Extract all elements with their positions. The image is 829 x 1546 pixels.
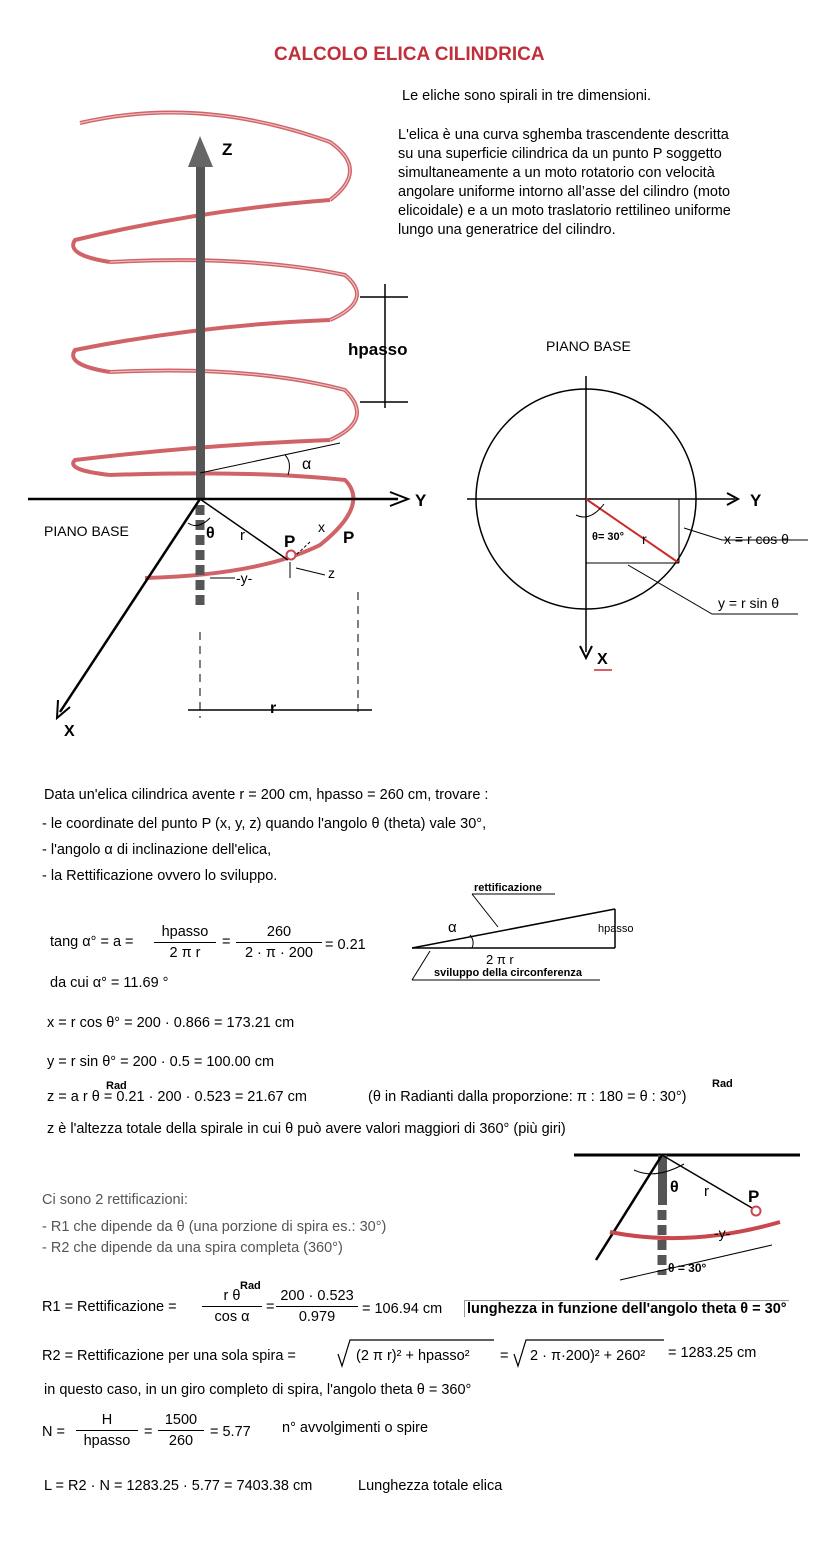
y-coordinate: y = r sin θ° = 200 · 0.5 = 100.00 cm [47, 1054, 275, 1070]
r2-radicand-1: (2 π r)² + hpasso² [356, 1348, 470, 1364]
x-axis-arrow [57, 700, 70, 718]
r2-label: R2 = Rettificazione per una sola spira = [42, 1348, 296, 1364]
problem-item-1: - le coordinate del punto P (x, y, z) quando l'angolo θ (theta) vale 30°, [42, 816, 487, 832]
y-dist-label: -y- [236, 570, 253, 586]
z-coordinate: z = a r θ = 0.21 · 200 · 0.523 = 21.67 cm [47, 1089, 307, 1105]
n-result: = 5.77 [210, 1424, 251, 1440]
y-formula: y = r sin θ [718, 595, 780, 611]
base-x-label: X [597, 651, 608, 668]
n-description: n° avvolgimenti o spire [282, 1420, 429, 1436]
x-coordinate: x = r cos θ° = 200 · 0.866 = 173.21 cm [47, 1015, 295, 1031]
svg-text:θ: θ [670, 1179, 679, 1196]
rad-superscript: Rad [106, 1080, 127, 1092]
small-helix-figure [560, 1140, 829, 1290]
base-plane-figure [467, 338, 808, 670]
y-axis-label: Y [415, 491, 427, 510]
rect-alpha: α [448, 919, 457, 936]
x-axis-label: X [64, 723, 75, 740]
intro-paragraph: L'elica è una curva sghemba trascendente descritta su una superficie cilindrica da un punto P soggetto simultaneamente a un moto rotatorio con velocità angolare uniforme intorno all’asse del cilindro (moto elicoidale) e a un moto traslatorio rettilineo uniforme lungo una generatrice del cilindro. [398, 127, 731, 238]
z-label: z [328, 565, 335, 581]
r-bottom-label: r [270, 700, 277, 717]
base-theta-label: θ= 30° [592, 531, 625, 543]
svg-text:r: r [704, 1183, 709, 1200]
helix-back [73, 113, 357, 578]
theta-label: θ [206, 525, 215, 542]
alpha-result: da cui α° = 11.69 ° [50, 975, 169, 991]
alpha-label: α [302, 456, 312, 473]
tang-prefix: tang α° = a = [50, 934, 134, 950]
rect-sviluppo: sviluppo della circonferenza [434, 967, 582, 979]
rettifica-r1-desc: - R1 che dipende da θ (una porzione di spira es.: 30°) [42, 1219, 387, 1235]
tang-result: = 0.21 [325, 937, 366, 953]
svg-text:P: P [748, 1187, 760, 1206]
r1-label: R1 = Rettificazione = [42, 1299, 177, 1315]
rettifica-r2-desc: - R2 che dipende da una spira completa (360°) [42, 1240, 343, 1256]
problem-statement: Data un'elica cilindrica avente r = 200 cm, hpasso = 260 cm, trovare : [44, 787, 489, 803]
base-r-label: r [642, 531, 647, 547]
z-axis-label: Z [222, 140, 233, 159]
n-fraction-1: H hpasso [76, 1412, 138, 1449]
n-label: N = [42, 1424, 65, 1440]
problem-item-2: - l'angolo α di inclinazione dell'elica, [42, 842, 272, 858]
rettifiche-head: Ci sono 2 rettificazioni: [42, 1192, 188, 1208]
z-note: (θ in Radianti dalla proporzione: π : 180 = θ : 30°) [368, 1089, 687, 1105]
tang-fraction-1: hpasso 2 π r [154, 924, 216, 961]
p2-label: P [343, 528, 355, 547]
rect-hpasso: hpasso [598, 923, 634, 935]
z-axis-shaft [196, 165, 205, 500]
rect-2pir: 2 π r [486, 952, 514, 967]
tang-fraction-2: $\frac{260}{2 \cdot \pi \cdot 200}$ [236, 924, 322, 961]
giro-note: in questo caso, in un giro completo di spira, l'angolo theta θ = 360° [44, 1382, 472, 1398]
r1-box: lunghezza in funzione dell'angolo theta θ = 30° [464, 1300, 789, 1317]
rad-superscript-2: Rad [712, 1078, 733, 1090]
r1-rad: Rad [240, 1280, 261, 1292]
r1-fraction-1: $\frac{\text{r θ}}{\text{cos α}}$ [202, 1288, 262, 1325]
base-y-label: Y [750, 491, 762, 510]
l-formula: L = R2 · N = 1283.25 · 5.77 = 7403.38 cm [44, 1478, 313, 1494]
x-formula: x = r cos θ [724, 531, 789, 547]
base-plane-label: PIANO BASE [546, 338, 631, 354]
svg-text:-y-: -y- [714, 1225, 731, 1241]
r2-radicand-2: 2 · π·200)² + 260² [530, 1348, 646, 1364]
n-fraction-2: $\frac{1500}{260}$ [158, 1412, 204, 1449]
r1-result: = 106.94 cm [362, 1301, 443, 1317]
x-label: x [318, 519, 325, 535]
r-label: r [240, 527, 245, 544]
rectification-figure [400, 875, 660, 985]
intro-line: Le eliche sono spirali in tre dimensioni. [402, 88, 652, 104]
piano-base-label: PIANO BASE [44, 523, 129, 539]
problem-item-3: - la Rettificazione ovvero lo sviluppo. [42, 868, 278, 884]
hpasso-label: hpasso [348, 340, 408, 359]
z-axis-arrow [188, 136, 213, 167]
p-label: P [284, 532, 296, 551]
l-description: Lunghezza totale elica [358, 1478, 503, 1494]
r2-result: = 1283.25 cm [668, 1345, 757, 1361]
page-title: CALCOLO ELICA CILINDRICA [274, 44, 545, 65]
svg-text:θ = 30°: θ = 30° [668, 1261, 707, 1275]
helix-overlay [80, 113, 357, 440]
point-p [287, 551, 296, 560]
z-explanation: z è l'altezza totale della spirale in cui θ può avere valori maggiori di 360° (più giri) [47, 1121, 566, 1137]
helix-3d-figure [0, 0, 829, 760]
r1-fraction-2: $\frac{200 \cdot 0.523}{0.979}$ [276, 1288, 358, 1325]
rect-label: rettificazione [474, 882, 542, 894]
